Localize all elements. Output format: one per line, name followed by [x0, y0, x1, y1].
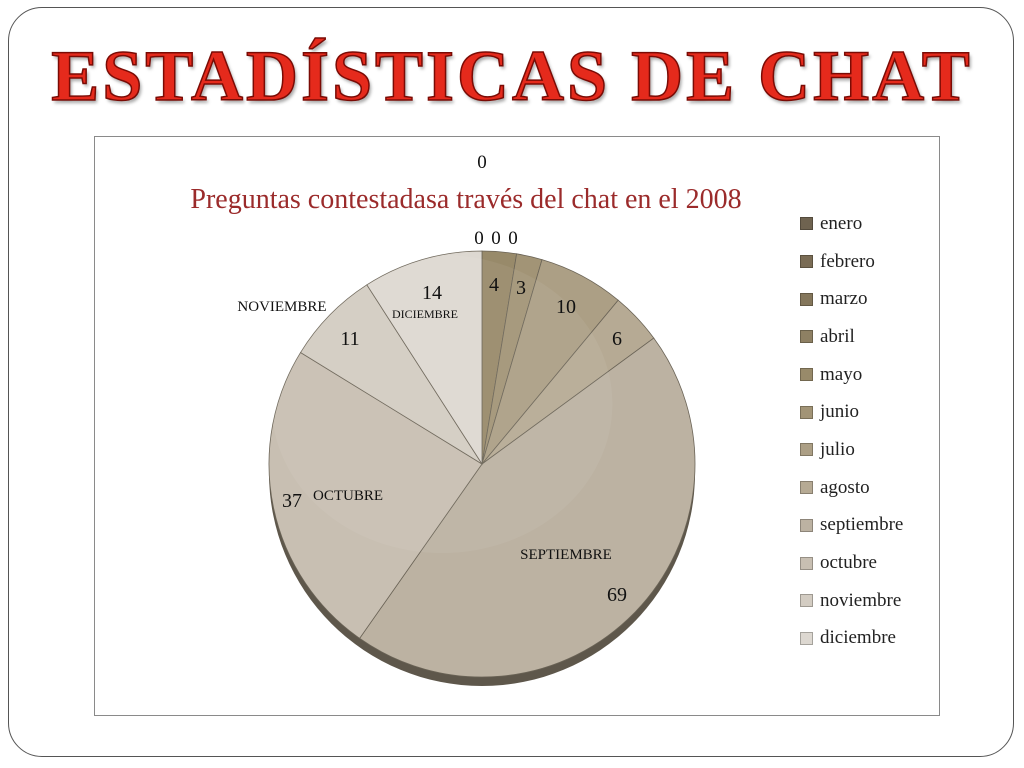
- legend-swatch: [800, 481, 813, 494]
- legend-item-enero: [800, 205, 903, 243]
- chart-title: Preguntas contestadasa través del chat en el 2008: [190, 184, 742, 215]
- legend-item-agosto: [800, 469, 903, 507]
- legend-item-abril: [800, 318, 903, 356]
- legend-swatch: [800, 443, 813, 456]
- legend-item-noviembre: [800, 582, 903, 620]
- legend-label: mayo: [820, 363, 863, 385]
- legend-swatch: [800, 255, 813, 268]
- legend-item-mayo: [800, 356, 903, 394]
- category-label-diciembre: DICIEMBRE: [392, 307, 458, 321]
- legend-label: julio: [820, 438, 855, 460]
- legend-swatch: [800, 632, 813, 645]
- category-label-septiembre: SEPTIEMBRE: [520, 547, 612, 563]
- legend-label: febrero: [820, 250, 875, 272]
- slide-title: ESTADÍSTICAS DE CHAT: [51, 36, 973, 116]
- chart-legend: [800, 205, 903, 657]
- value-label-septiembre: 69: [607, 584, 627, 606]
- legend-swatch: [800, 406, 813, 419]
- value-label-julio: 10: [556, 296, 576, 318]
- value-label-agosto: 6: [612, 328, 622, 350]
- legend-label: enero: [820, 212, 863, 234]
- legend-swatch: [800, 217, 813, 230]
- legend-label: junio: [820, 401, 860, 423]
- legend-swatch: [800, 594, 813, 607]
- legend-label: agosto: [820, 476, 870, 498]
- value-label-junio: 3: [516, 277, 526, 299]
- value-label-marzo: 0: [491, 228, 501, 249]
- legend-item-septiembre: [800, 507, 903, 545]
- legend-label: septiembre: [820, 514, 904, 536]
- value-label-enero: 0: [477, 152, 487, 173]
- value-label-diciembre: 14: [422, 282, 442, 304]
- category-label-octubre: OCTUBRE: [312, 488, 384, 504]
- legend-label: marzo: [820, 288, 868, 310]
- legend-swatch: [800, 519, 813, 532]
- legend-item-febrero: [800, 243, 903, 281]
- legend-item-julio: [800, 431, 903, 469]
- value-label-abril: 0: [508, 228, 518, 249]
- category-label-noviembre: NOVIEMBRE: [237, 299, 327, 315]
- value-label-mayo: 4: [489, 274, 499, 296]
- legend-item-junio: [800, 393, 903, 431]
- legend-swatch: [800, 368, 813, 381]
- legend-item-marzo: [800, 280, 903, 318]
- value-label-noviembre: 11: [340, 328, 360, 350]
- value-label-febrero: 0: [474, 228, 484, 249]
- legend-label: noviembre: [820, 589, 902, 611]
- legend-item-diciembre: [800, 620, 903, 658]
- legend-swatch: [800, 557, 813, 570]
- legend-label: diciembre: [820, 627, 896, 649]
- legend-label: octubre: [820, 552, 877, 574]
- legend-item-octubre: [800, 544, 903, 582]
- legend-swatch: [800, 330, 813, 343]
- value-label-octubre: 37: [282, 490, 302, 512]
- legend-swatch: [800, 293, 813, 306]
- legend-label: abril: [820, 325, 855, 347]
